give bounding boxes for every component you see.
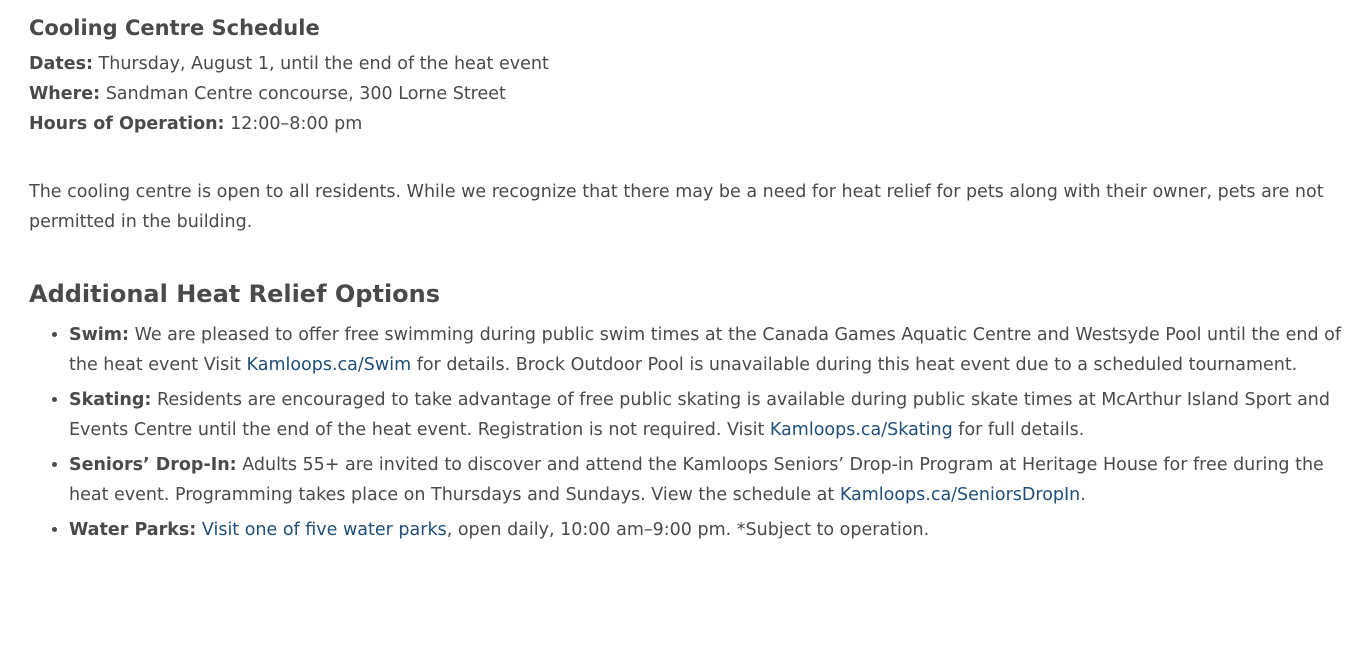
list-item-seniors-drop-in	[69, 450, 1345, 510]
item-label: Skating:	[69, 390, 152, 410]
item-text: for full details.	[952, 420, 1085, 440]
where-row	[29, 79, 1349, 109]
list-item-skating	[69, 385, 1345, 445]
water-parks-link[interactable]: Visit one of five water parks	[201, 520, 447, 540]
item-text: We are pleased to offer free swimming during public swim times at the Canada Games Aquatic Centre and Westsyde Pool until the end of the heat event Visit	[69, 325, 1342, 375]
dates-value: Thursday, August 1, until the end of the heat event	[92, 54, 549, 74]
item-label: Seniors’ Drop-In:	[69, 455, 237, 475]
list-item-water-parks	[69, 515, 1345, 545]
cooling-centre-details	[29, 49, 1349, 139]
hours-label: Hours of Operation:	[29, 114, 225, 134]
item-text: Adults 55+ are invited to discover and attend the Kamloops Seniors’ Drop-in Program at Heritage House for free during the heat event. Programming takes place on Thursdays and Sundays. View the schedule at	[69, 455, 1324, 505]
item-text: for details. Brock Outdoor Pool is unavailable during this heat event due to a scheduled tournament.	[411, 355, 1298, 375]
heat-relief-heading: Additional Heat Relief Options	[29, 280, 441, 308]
hours-row	[29, 109, 1349, 139]
where-value: Sandman Centre concourse, 300 Lorne Street	[100, 84, 506, 104]
seniors-drop-in-link[interactable]: Kamloops.ca/SeniorsDropIn	[839, 485, 1081, 505]
cooling-centre-intro: The cooling centre is open to all residents. While we recognize that there may be a need for heat relief for pets along with their owner, pets are not permitted in the building.	[29, 182, 1324, 232]
dates-label: Dates:	[29, 54, 93, 74]
swim-link[interactable]: Kamloops.ca/Swim	[246, 355, 412, 375]
cooling-centre-heading: Cooling Centre Schedule	[29, 16, 320, 40]
item-text: Residents are encouraged to take advantage of free public skating is available during public skate times at McArthur Island Sport and Events Centre until the end of the heat event. Registration is not required. Visit	[69, 390, 1330, 440]
item-text: , open daily, 10:00 am–9:00 pm. *Subject to operation.	[446, 520, 930, 540]
list-item-swim	[69, 320, 1345, 380]
heat-relief-list	[29, 320, 1345, 545]
skating-link[interactable]: Kamloops.ca/Skating	[769, 420, 953, 440]
where-label: Where:	[29, 84, 101, 104]
item-label: Swim:	[69, 325, 130, 345]
hours-value: 12:00–8:00 pm	[224, 114, 363, 134]
item-label: Water Parks:	[69, 520, 197, 540]
item-text: .	[1080, 485, 1086, 505]
dates-row	[29, 49, 1349, 79]
